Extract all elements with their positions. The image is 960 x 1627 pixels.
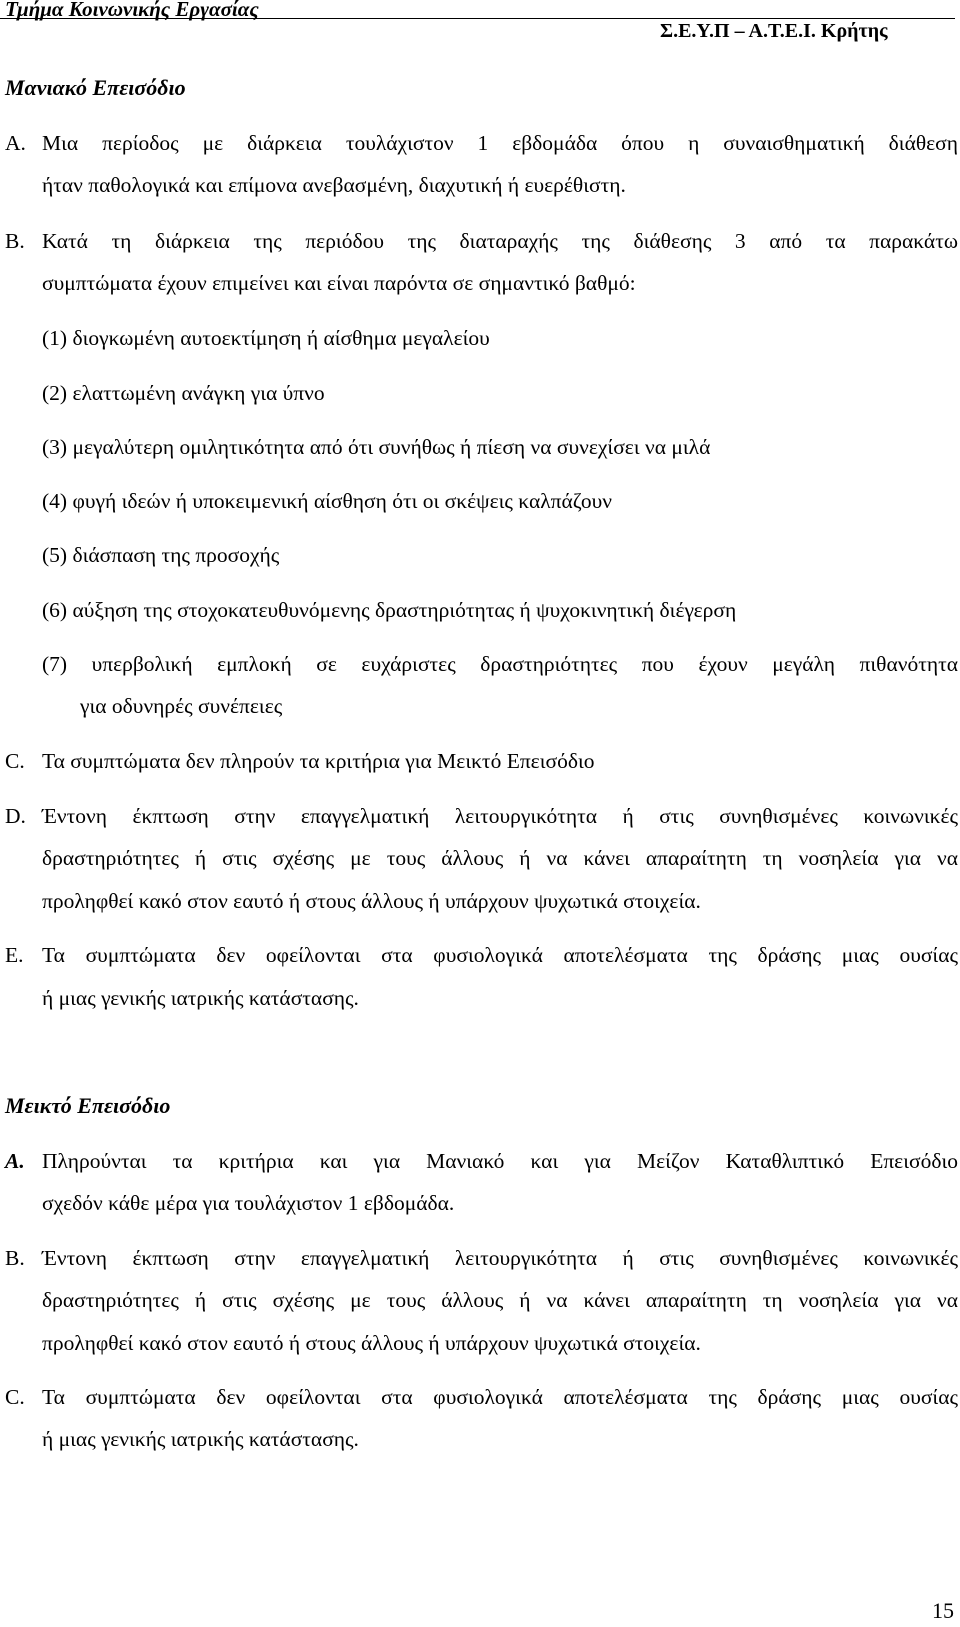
header-rule: [0, 18, 955, 19]
header-institution: Σ.Ε.Υ.Π – Α.Τ.Ε.Ι. Κρήτης: [660, 20, 888, 42]
manic-heading: Μανιακό Επεισόδιο: [5, 75, 186, 100]
manic-a-marker: Α.: [5, 131, 26, 155]
header-department: Τμήμα Κοινωνικής Εργασίας: [5, 0, 259, 21]
manic-b-marker: Β.: [5, 229, 25, 253]
page-number: 15: [932, 1598, 954, 1623]
mixed-heading: Μεικτό Επεισόδιο: [5, 1093, 171, 1118]
